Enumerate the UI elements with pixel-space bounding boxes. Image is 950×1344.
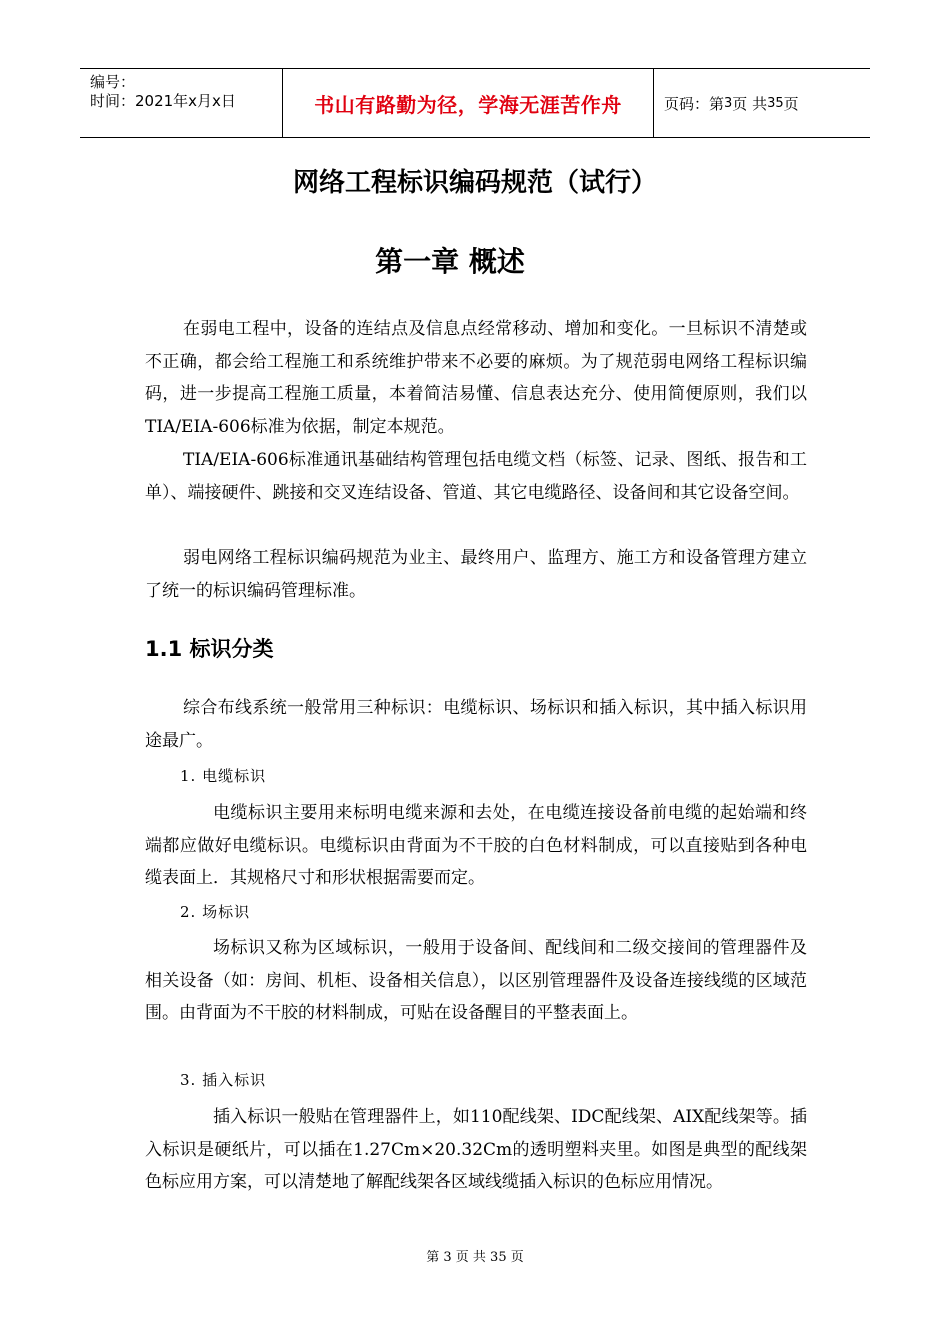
page-mid-label: 页 共	[732, 94, 768, 113]
header-page-info	[654, 69, 870, 137]
paragraph-standard: TIA/EIA-606标准通讯基础结构管理包括电缆文档（标签、记录、图纸、报告和工单）、端接硬件、跳接和交叉连结设备、管道、其它电缆路径、设备间和其它设备空间。	[145, 450, 807, 503]
header-meta	[80, 69, 282, 137]
paragraph-purpose: 弱电网络工程标识编码规范为业主、最终用户、监理方、施工方和设备管理方建立了统一的标识编码管理标准。	[145, 548, 807, 601]
list-item-label-cable: 1. 电缆标识	[180, 767, 267, 785]
list-item-text-cable: 电缆标识主要用来标明电缆来源和去处，在电缆连接设备前电缆的起始端和终端都应做好电缆标识。电缆标识由背面为不干胶的白色材料制成，可以直接贴到各种电缆表面上．其规格尺寸和形状根据需要而定。	[145, 803, 807, 888]
section-intro: 综合布线系统一般常用三种标识：电缆标识、场标识和插入标识，其中插入标识用途最广。	[145, 698, 807, 751]
section-heading: 1.1 标识分类	[145, 637, 274, 661]
page-footer: 第 3 页 共 35 页	[426, 1250, 524, 1265]
chapter-title: 第一章 概述	[375, 245, 525, 278]
page-number: 3	[724, 95, 733, 111]
list-item-text-insert: 插入标识一般贴在管理器件上，如110配线架、IDC配线架、AIX配线架等。插入标识是硬纸片，可以插在1.27Cm×20.32Cm的透明塑料夹里。如图是典型的配线架色标应用方案，可以清楚地了解配线架各区域线缆插入标识的色标应用情况。	[145, 1107, 807, 1192]
document-time-label: 时间：2021年x月x日	[90, 92, 236, 110]
document-title: 网络工程标识编码规范（试行）	[292, 168, 657, 198]
page-label: 页码：第	[664, 94, 725, 113]
list-item-label-field: 2. 场标识	[180, 903, 251, 921]
list-item-label-insert: 3. 插入标识	[180, 1071, 267, 1089]
document-number-label: 编号：	[90, 73, 136, 91]
page-header	[80, 68, 870, 138]
page-end-label: 页	[783, 94, 799, 113]
page-total: 35	[767, 95, 784, 111]
paragraph-intro: 在弱电工程中，设备的连结点及信息点经常移动、增加和变化。一旦标识不清楚或不正确，都会给工程施工和系统维护带来不必要的麻烦。为了规范弱电网络工程标识编码，进一步提高工程施工质量，本着简洁易懂、信息表达充分、使用简便原则，我们以TIA/EIA-606标准为依据，制定本规范。	[145, 319, 807, 437]
header-motto: 书山有路勤为径，学海无涯苦作舟	[282, 69, 654, 137]
list-item-text-field: 场标识又称为区域标识，一般用于设备间、配线间和二级交接间的管理器件及相关设备（如：房间、机柜、设备相关信息），以区别管理器件及设备连接线缆的区域范围。由背面为不干胶的材料制成，可贴在设备醒目的平整表面上。	[145, 938, 807, 1023]
